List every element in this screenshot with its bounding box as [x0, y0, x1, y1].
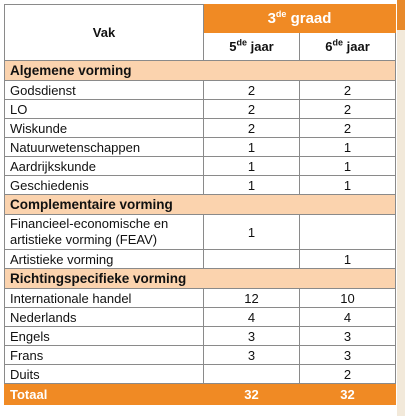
table-row: [5, 308, 396, 327]
year-5-cell: 2: [204, 100, 300, 119]
year-6-cell: 4: [300, 308, 396, 327]
year-6-cell: 2: [300, 119, 396, 138]
year-6-cell: 1: [300, 138, 396, 157]
year-5-cell: 3: [204, 346, 300, 365]
section-header-richtingspecifieke-vorming: [5, 269, 396, 289]
subject-cell: Artistieke vorming: [5, 250, 204, 269]
subject-cell: Financieel-economische en artistieke vorming (FEAV): [5, 215, 204, 250]
year-5-word: jaar: [250, 39, 274, 54]
year-6-number: 6: [325, 39, 333, 54]
year-6-cell: 1: [300, 157, 396, 176]
section-header-algemene-vorming: [5, 61, 396, 81]
year-6-cell: 2: [300, 365, 396, 384]
year-6-cell: [300, 215, 396, 250]
subject-cell: Natuurwetenschappen: [5, 138, 204, 157]
subject-cell: Aardrijkskunde: [5, 157, 204, 176]
year-5-cell: 2: [204, 81, 300, 100]
background-edge-strip: [397, 0, 405, 416]
section-title: Complementaire vorming: [5, 195, 396, 215]
header-vak: Vak: [5, 5, 204, 61]
table-row: [5, 119, 396, 138]
table-row: [5, 138, 396, 157]
year-6-suffix: de: [332, 37, 343, 48]
grade-suffix: de: [275, 9, 287, 19]
year-5-cell: 1: [204, 138, 300, 157]
grade-number: 3: [267, 10, 276, 27]
subject-cell: Engels: [5, 327, 204, 346]
year-5-cell: 1: [204, 157, 300, 176]
table-row: [5, 215, 396, 250]
header-grade: [204, 5, 396, 33]
header-year-6: [300, 33, 396, 61]
grade-word: graad: [290, 10, 332, 27]
table-row: [5, 176, 396, 195]
subject-cell: Nederlands: [5, 308, 204, 327]
year-6-cell: 3: [300, 327, 396, 346]
year-6-cell: 1: [300, 250, 396, 269]
year-5-suffix: de: [236, 37, 247, 48]
subject-cell: Geschiedenis: [5, 176, 204, 195]
total-year-5: 32: [204, 384, 300, 405]
table-row: [5, 327, 396, 346]
year-5-cell: [204, 365, 300, 384]
year-6-word: jaar: [346, 39, 370, 54]
subject-cell: Duits: [5, 365, 204, 384]
year-5-cell: [204, 250, 300, 269]
subject-cell: Godsdienst: [5, 81, 204, 100]
header-year-5: [204, 33, 300, 61]
section-header-complementaire-vorming: [5, 195, 396, 215]
year-5-cell: 4: [204, 308, 300, 327]
hours-table: [4, 4, 396, 405]
total-label: Totaal: [5, 384, 204, 405]
year-5-cell: 12: [204, 289, 300, 308]
section-title: Richtingspecifieke vorming: [5, 269, 396, 289]
subject-cell: Frans: [5, 346, 204, 365]
table-row: [5, 81, 396, 100]
background-accent: [397, 0, 405, 30]
year-6-cell: 10: [300, 289, 396, 308]
subject-cell: Internationale handel: [5, 289, 204, 308]
year-6-cell: 2: [300, 100, 396, 119]
year-5-cell: 2: [204, 119, 300, 138]
year-5-cell: 1: [204, 176, 300, 195]
table-row: [5, 346, 396, 365]
year-6-cell: 3: [300, 346, 396, 365]
subject-cell: Wiskunde: [5, 119, 204, 138]
year-6-cell: 1: [300, 176, 396, 195]
subject-cell: LO: [5, 100, 204, 119]
year-5-number: 5: [229, 39, 237, 54]
table-row: [5, 365, 396, 384]
section-title: Algemene vorming: [5, 61, 396, 81]
table-row: [5, 250, 396, 269]
table-row: [5, 157, 396, 176]
total-year-6: 32: [300, 384, 396, 405]
table-row: [5, 100, 396, 119]
year-6-cell: 2: [300, 81, 396, 100]
table-row: [5, 289, 396, 308]
year-5-cell: 1: [204, 215, 300, 250]
total-row: [5, 384, 396, 405]
year-5-cell: 3: [204, 327, 300, 346]
